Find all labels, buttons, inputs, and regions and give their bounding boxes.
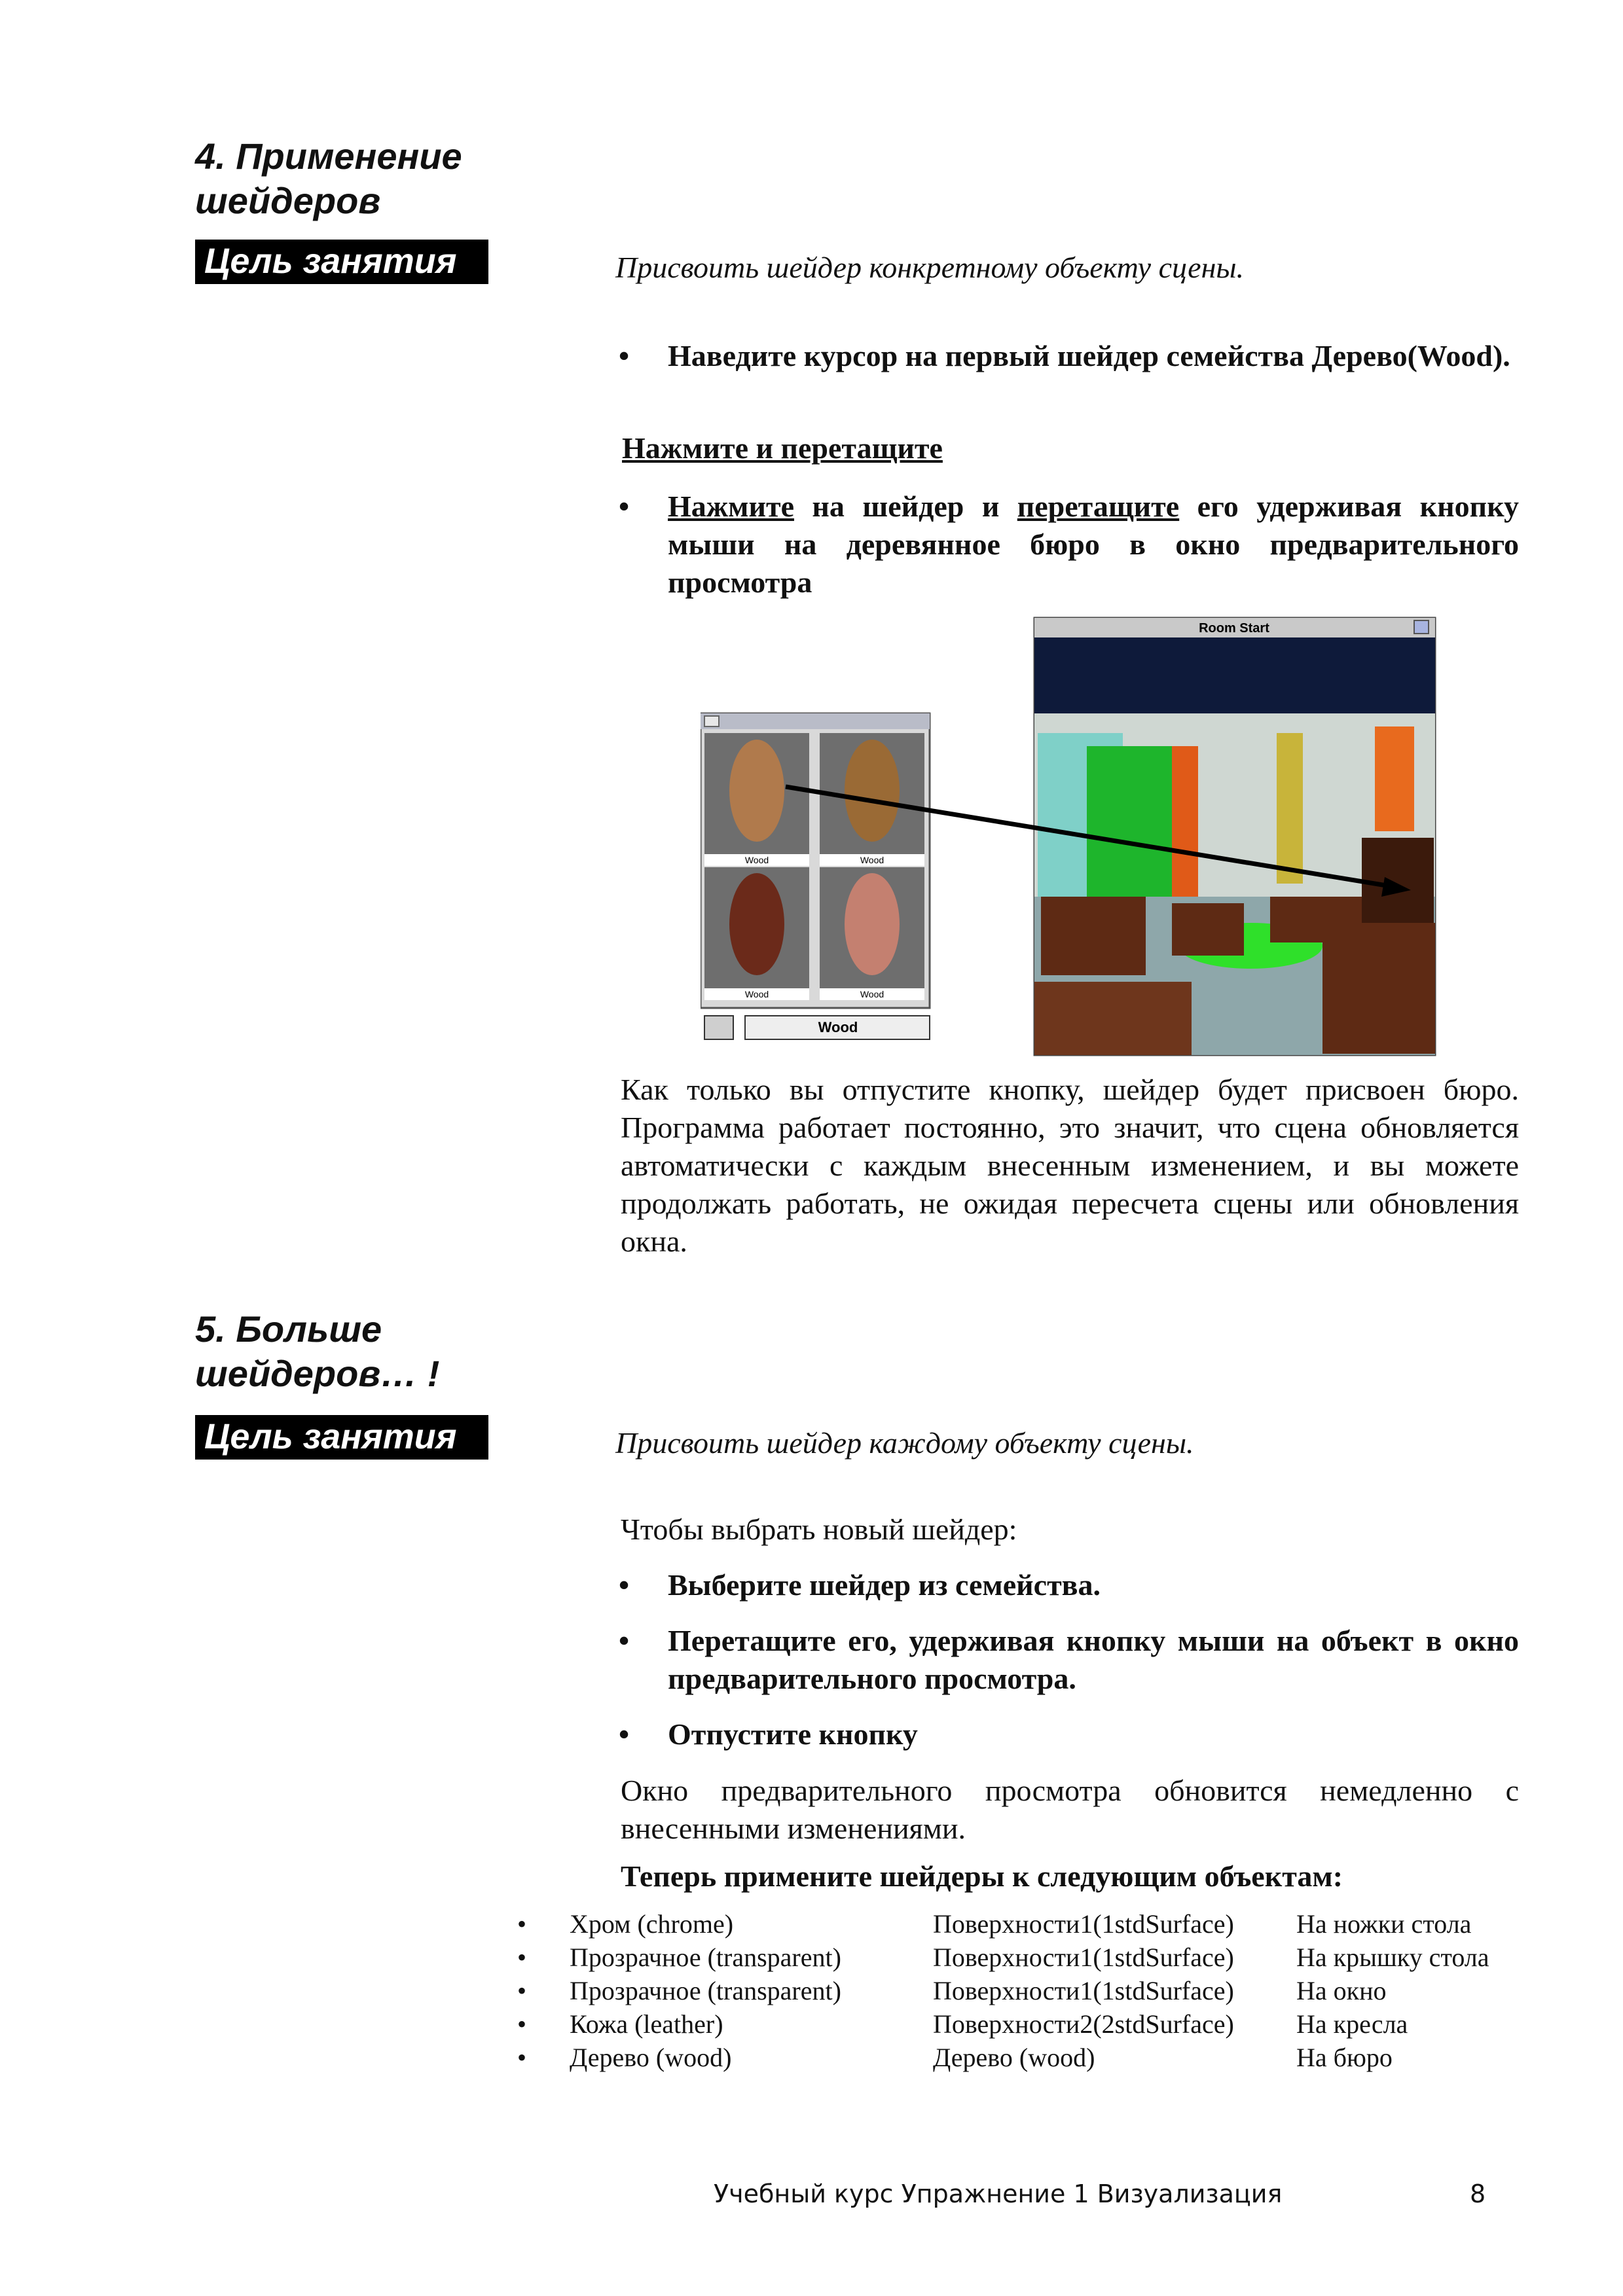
bullet2-word-press: Нажмите [668,490,794,523]
palette-menu-button[interactable] [704,1016,733,1039]
bullet2-mid: на шейдер и [793,490,1017,523]
surface-cell: Поверхности2(2stdSurface) [933,2009,1234,2039]
preview-close-icon[interactable] [1414,620,1429,634]
bullet-dot: • [619,1568,630,1602]
shader-cell: Хром (chrome) [570,1909,734,1939]
section5-table-heading: Теперь примените шейдеры к следующим объектам: [621,1859,1343,1893]
section4-bullet1-text: Наведите курсор на первый шейдер семейства Дерево(Wood). [668,339,1510,372]
section4-bullet2 [619,488,1519,605]
swatch-label-2: Wood [860,855,884,865]
shader-cell: Дерево (wood) [570,2043,732,2072]
section5-title-line2: шейдеров… ! [195,1353,440,1394]
section4-bullet2-text [668,488,1519,601]
section5-bullet3-text: Отпустите кнопку [668,1717,918,1751]
section5-bullet2-text: Перетащите его, удерживая кнопку мыши на объект в окно предварительного просмотра. [668,1624,1519,1695]
shader-family-label: Wood [818,1019,858,1035]
shader-palette-window [701,713,930,1039]
shader-cell: Прозрачное (transparent) [570,1943,841,1972]
page-number: 8 [1470,2179,1486,2208]
surface-cell: Поверхности1(1stdSurface) [933,1943,1234,1972]
bullet-dot: • [619,1624,630,1657]
bullet-dot: • [619,339,630,372]
swatch-label-3: Wood [744,989,769,999]
surface-cell: Поверхности1(1stdSurface) [933,1976,1234,2005]
target-cell: На кресла [1296,2009,1408,2039]
section4-goal-text: Присвоить шейдер конкретному объекту сцены. [615,251,1245,284]
section4-title [195,134,462,223]
target-cell: На бюро [1296,2043,1393,2072]
section5-bullet1 [619,1566,1519,1605]
surface-cell: Поверхности1(1stdSurface) [933,1909,1234,1939]
section5-paragraph: Окно предварительного просмотра обновится немедленно с внесенными изменениями. [621,1774,1519,1845]
footer-course: Учебный курс Упражнение 1 Визуализация [714,2179,1283,2208]
section4-goal-label: Цель занятия [195,240,488,284]
target-cell: На крышку стола [1296,1943,1489,1972]
section5-title-line1: 5. Больше [195,1308,382,1350]
shader-cell: Кожа (leather) [570,2009,723,2039]
section5-intro: Чтобы выбрать новый шейдер: [621,1513,1017,1546]
bullet-dot: • [619,1717,630,1751]
section5-bullet1-text: Выберите шейдер из семейства. [668,1568,1101,1602]
section5-bullet2 [619,1622,1519,1700]
target-cell: На окно [1296,1976,1387,2005]
section5-goal-label: Цель занятия [195,1415,488,1460]
swatch-label-1: Wood [744,855,769,865]
shader-cell: Прозрачное (transparent) [570,1976,841,2005]
section4-title-line2: шейдеров [195,180,381,221]
section5-title [195,1307,439,1396]
section4-bullet1 [619,337,1519,416]
swatch-label-4: Wood [860,989,884,999]
shader-drag-figure [701,615,1440,1060]
bullet2-word-drag: перетащите [1017,490,1180,523]
section5-bullet3 [619,1715,1519,1755]
bullet-dot: • [619,490,630,523]
section4-paragraph: Как только вы отпустите кнопку, шейдер будет присвоен бюро. Программа работает постоянно, это значит, что сцена обновляется автоматически с каждым внесенным изменением, и вы можете продолжать работать, не ожидая пересчета сцены или обновления окна. [621,1073,1519,1258]
target-cell: На ножки стола [1296,1909,1472,1939]
bullet2-rest: его удерживая кнопку мыши на деревянное бюро в окно предварительного просмотра [668,490,1519,599]
section4-title-line1: 4. Применение [195,135,462,177]
section4-subheading: Нажмите и перетащите [622,431,943,465]
shader-assignment-table: • Хром (chrome) Поверхности1(1stdSurface) На ножки стола • Прозрачное (transparent) Поверхности1(1stdSurface) На крышку стола • Прозрачное (transparent) Поверхности1(1stdSurface) На окно • Кожа (leather) Поверхности2(2stdSurface) На кресла • Дерево (wood) Дерево (wood) На бюро [517,1908,1525,2085]
preview-window-title: Room Start [1199,621,1269,636]
surface-cell: Дерево (wood) [933,2043,1095,2072]
section5-goal-text: Присвоить шейдер каждому объекту сцены. [615,1426,1194,1460]
